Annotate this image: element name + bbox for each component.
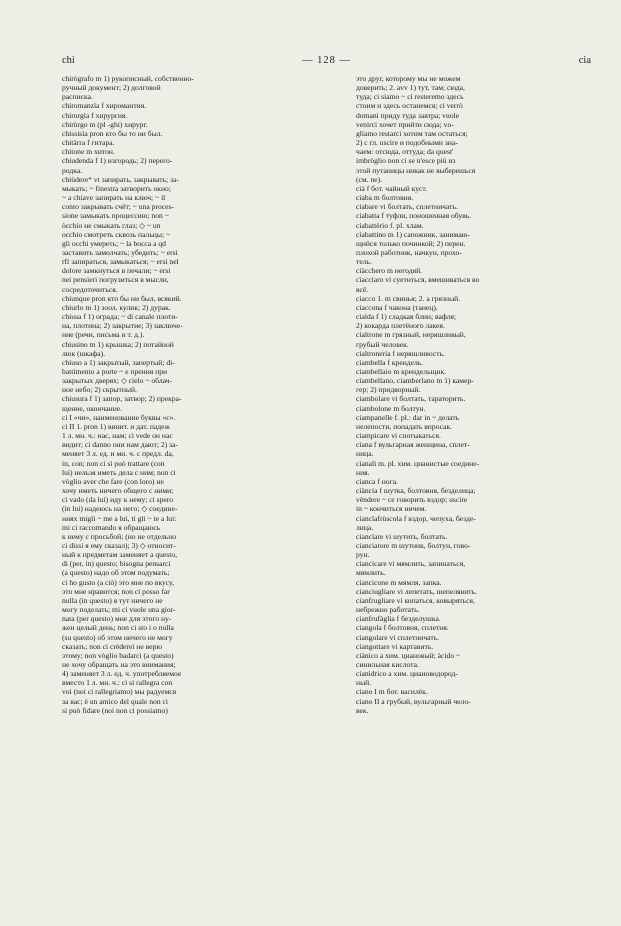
text-line: ciabattèrio f. pl. хлам. [356,220,424,230]
text-line: chiusino m 1) крышка; 2) потайной [62,339,174,349]
text-line: это друг, которому мы не можем [356,74,461,83]
text-line: тель. [356,257,372,267]
text-line: за вас; è un amico del quale non ci [62,696,169,706]
text-line: заставить замолчать; убедить; ~ ersi [62,247,178,257]
text-line: in, con; non ci sì può trattare (con [62,458,165,468]
text-line: cialda f 1) сладкая блин; вафля; [356,312,456,322]
text-line: battimento a porte ~ e прения при [62,367,168,376]
text-line: 2) кокарда плетёного лакея. [356,321,445,331]
text-line: родка. [62,165,83,175]
text-line: ciànico a хим. циановый; àcido ~ [356,650,461,660]
text-line: ciambolare vi болтать, тараторить. [356,394,466,404]
header-left-word: chi [62,55,75,66]
text-line: chiurlo m 1) зоол. кулик; 2) дурак. [62,302,171,312]
text-line: лица. [356,522,374,532]
text-line: этой путаницы никак не выберешься [356,165,476,175]
text-line: стоим и здесь останемся; ci verrò [356,101,463,111]
text-line: (su questo) об этом ничего не могу [62,632,173,642]
text-line: voi (noi ci rallegriamo) мы радуемся [62,687,177,697]
text-line: ciaba m болтовня. [356,193,414,203]
text-line: (см. ne). [356,174,383,184]
text-line: видит; ci danno они нам дают; 2) за- [62,440,178,450]
text-line: imbròglio non ci se n'esce più из [356,156,456,166]
text-line: (a questo) надо об этом подумать; [62,568,170,578]
text-line: щение, окончание. [62,403,123,413]
text-line: туда; ci siamo ~ ci resteremo здесь [356,92,464,102]
text-line: chiusa f 1) ограда; ~ di canale плоти- [62,312,178,322]
text-line: in ~ кончиться ничем. [356,504,427,514]
text-line: это мне нравится; non ci posso far [62,586,170,596]
text-line: ciancicone m мямля, запка. [356,577,442,587]
text-line: cianìdrico a хим. циановодород- [356,669,458,679]
text-line: ciampanelle f. pl.: dar in ~ делать [356,412,460,422]
text-line: ния. [356,467,370,477]
text-line: gli occhi умереть; ~ la bocca a qd [62,238,166,248]
text-line: chitàrra f гитара. [62,138,115,148]
text-line: ciàcchero m негодяй. [356,266,423,276]
text-line: chiudenda f 1) изгородь; 2) перего- [62,156,173,166]
text-line: жен целый день; non ci sto i o nulla [62,623,174,633]
text-line: хочу иметь ничего общего с ними; [62,486,174,496]
text-line: chirurgìa f хирургия. [62,110,128,120]
text-line: ciana f вульгарная женщина, сплет- [356,440,470,450]
text-line: синильная кислота. [356,660,419,669]
text-line: ние (речи, письма и т. д.). [62,330,145,340]
text-line: ciambellano, ciamberlano m 1) камер- [356,376,474,386]
text-line: vòglio aver che fare (con loro) не [62,476,164,486]
text-line: ciangolare vi сплетничать. [356,632,440,642]
text-line: venirci хочет прийти сюда; vo- [356,119,454,129]
text-line: cianca f нога. [356,476,398,486]
text-line: cianciugliare vi лепетать, шепелявить. [356,586,477,596]
text-line: nei pensieri погрузиться в мысли, [62,275,169,285]
text-line: ~ a chiave запирать на ключ; ~ il [62,193,166,203]
text-line: ciabatta f туфли, поношенная обувь. [356,211,472,221]
text-line: не хочу обращать на это внимания; [62,660,176,669]
header-right-word: cia [578,55,591,66]
text-line: ный. [356,678,372,688]
text-line: cianciatore m шутник, болтун, гово- [356,540,471,550]
text-line: ница. [356,449,374,459]
text-line: si può fidare (noi non ci possiamo) [62,705,168,715]
text-line: ci dissi я ему сказал); 3) ◇ относит- [62,540,176,550]
text-line: ci II 1. pron 1) винит. и дат. падеж [62,421,170,431]
text-line: закрытых дверях; ◇ cielo ~ облач- [62,376,173,386]
text-line: lui) нельзя иметь дела с ним; non ci [62,467,176,477]
text-line: на, плотина; 2) закрытие; 3) заключе- [62,321,183,331]
text-line: di (per, in) questo; bisogna pensarci [62,559,171,569]
text-line: ниях migli ~ me a lui, ti gli ~ te a lui: [62,513,177,523]
text-line: мямлить. [356,568,386,578]
text-line: 2) с гл. uscire и подобными зна- [356,138,458,148]
text-line: грубый человек. [356,339,409,349]
text-line: chirògrafo m 1) рукописный, собственно- [62,74,194,83]
text-line: ручный документ; 2) долговой [62,83,161,93]
text-line: ciancïafrùscola f вздор, чепуха, безде- [356,513,476,523]
text-line: ciambellaio m крендельщик. [356,367,447,376]
text-line: cialtroneria f неряшливость. [356,348,445,358]
text-line: cianali m. pl. хим. цианистые соедине- [356,458,480,468]
text-line: domani приду туда завтра; vuole [356,110,460,120]
text-line: мыкать; ~ finestra затворить окно; [62,183,171,193]
text-line: ciampicare vi спотыкаться. [356,431,441,441]
text-line: cianfrufàglia f безделушка. [356,614,441,624]
text-line: ciacco 1. m свинья; 2. a грязный. [356,293,461,303]
text-line: меняет 3 л. ед. и мн. ч. с предл. da, [62,449,174,459]
text-line: к нему с просьбой; (но не отдельно [62,531,177,541]
text-line: ciangola f болтовня, сплетня. [356,623,449,633]
text-line: conto закрывать счёт; ~ una proces- [62,202,175,212]
text-line: òcchio не смыкать глаз; ◇ ~ un [62,220,161,230]
text-line: chitone m хитон. [62,147,115,157]
right-column [356,74,596,715]
text-line: (in lui) надеюсь на него; ◇ соедине- [62,504,178,514]
text-line: расписка. [62,92,93,102]
text-line: ciambolone m болтун. [356,403,426,413]
text-line: chirùrgo m (pl -ghi) хирург. [62,119,148,129]
text-line: доверить; 2. avv 1) тут, там; сюда, [356,83,465,93]
text-line: чаем: отсюда, оттуда; da quest' [356,147,454,157]
text-line: nata (per questo) мне для этого ну- [62,614,172,624]
text-line: mi ci raccomando я обращаюсь [62,522,161,532]
text-line: chiunque pron кто бы ни был, всякий. [62,293,182,303]
text-line: ci I «чи», наименование буквы «с». [62,412,176,422]
text-line: щийся только починкой; 2) перен. [356,238,466,248]
left-column [62,74,319,715]
text-line: ci vado (da lui) иду к нему; ci spero [62,495,174,505]
text-line: ciangottare vi картавить. [356,641,434,651]
text-line: ciano II a грубый, вульгарный чело- [356,696,471,706]
text-line: 1 л. мн. ч.: нас, нам; ci vede он нас [62,431,173,441]
text-line: nulla (in questo) я тут ничего не [62,595,163,605]
text-line: occhio смотреть сквозь пальцы; ~ [62,229,171,239]
text-line: rfl запираться, замыкаться; ~ ersi nel [62,257,179,267]
text-line: вместо 1 л. мн. ч.: ci si rallegra con [62,678,173,688]
page-number: — 128 — [302,55,351,66]
text-line: сосредоточиться. [62,284,118,294]
text-line: cià f бот. чайный куст. [356,183,428,193]
text-line: cianfrugliare vi копаться, ковыряться, [356,595,475,605]
text-line: ciancicare vi мямлить, запинаться, [356,559,466,569]
text-line: chissisìa pron кто бы то ни был. [62,128,163,138]
text-line: этому; non vòglio badarci (a questo) [62,650,174,660]
text-line: ci ho gusto (a ciò) это мне по вкусу, [62,577,174,587]
text-line: всё. [356,284,369,294]
text-line: chiùdere* vt запирать, закрывать; за- [62,174,179,184]
text-line: гер; 2) придворный. [356,385,421,395]
text-line: cialtrone m грязный, неряшливый, [356,330,466,340]
text-line: сказать; non ci crèderei не верю [62,641,163,651]
text-line: vèndere ~ ce говорить вздор; uscire [356,495,468,505]
text-line: люк (шкафа). [62,348,106,358]
text-line: chiusura f 1) запор, затвор; 2) прекра- [62,394,182,404]
text-line: chiuso a 1) закрытый, запертый; di- [62,357,175,367]
text-line: ное небо; 2) скрытный. [62,385,137,395]
text-line: могу поделать; mi ci vuole una gior- [62,605,176,615]
text-line: gliamo restarci хотим там остаться; [356,128,468,138]
text-line: нелепости, попадать впросак. [356,421,453,431]
text-line: ciancïare vi шутить, болтать. [356,531,448,541]
text-line: небрежно работать. [356,605,420,615]
text-line: ный к предметам заменяет a questo, [62,550,178,560]
text-line: cìacciaro vi суетиться, вмешиваться во [356,275,480,285]
text-line: ciabattino m 1) сапожник, занимаю- [356,229,470,239]
text-line: ciambella f крендель. [356,357,424,367]
text-line: плохой работник, начкун, прохо- [356,247,462,257]
text-line: ciaccona f чакона (танец). [356,302,438,312]
text-line: dolore замкнуться в печали; ~ ersi [62,266,171,276]
text-line: ciància f шутка, болтовня, безделица; [356,486,476,496]
text-line: век. [356,705,369,715]
text-line: ciano I m бот. василёк. [356,687,428,697]
text-line: chiromanzìa f хиромантия. [62,101,147,111]
text-line: ciabare vi болтать, сплетничать. [356,202,458,212]
text-line: sione замыкать процессию; non ~ [62,211,169,221]
text-line: 4) заменяет 3 л. ед. ч. употребляемое [62,669,182,679]
running-header [62,55,591,69]
text-line: рун. [356,550,370,560]
